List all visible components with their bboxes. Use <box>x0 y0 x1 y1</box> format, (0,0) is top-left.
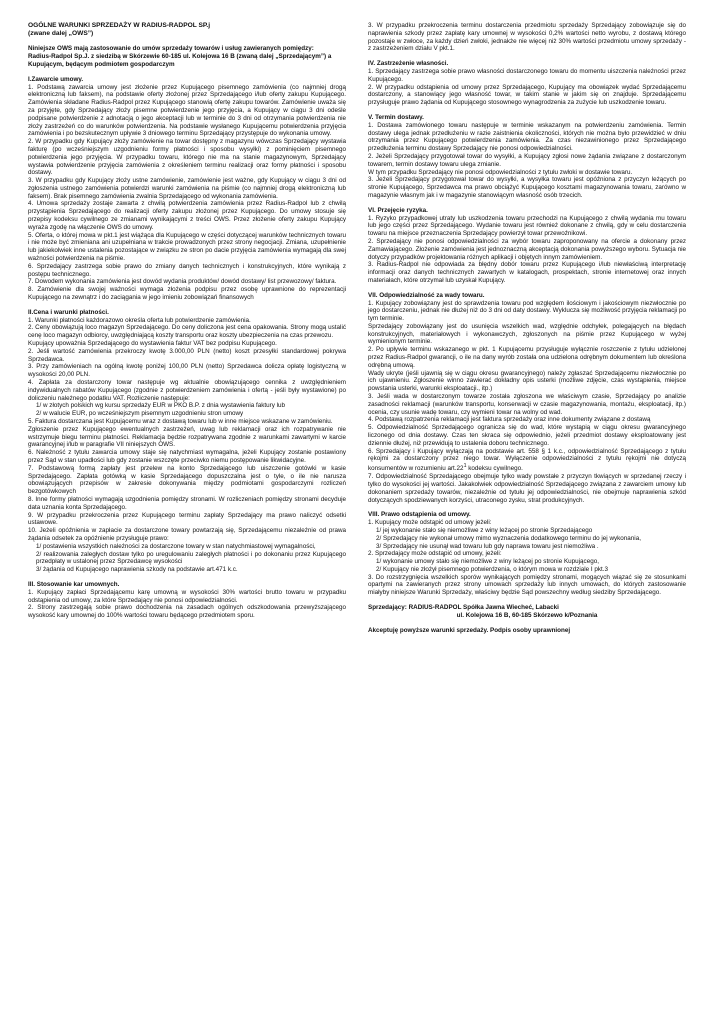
paragraph: 5. Faktura dostarczana jest Kupującemu wraz z dostawą towaru lub w inne miejsce wskazane w zamówieniu. <box>28 418 333 425</box>
paragraph: Sprzedający zobowiązany jest do usunięcia wszelkich wad, względnie odchyłek, polegających na błędach konstrukcyjnych, materiałowych i wykonawczych, zgłoszonych na piśmie przez Kupującego w wyżej wymienionym terminie. <box>368 322 686 346</box>
paragraph: 8. Zamówienie dla swojej ważności wymaga złożenia podpisu przez osobę uprawnione do reprezentacji Kupującego na zewnątrz i do zaciągania w jego imieniu zobowiązań finansowych <box>28 286 346 302</box>
paragraph: 2. W przypadku gdy Kupujący złoży zamówienie na towar dostępny z magazynu wówczas Sprzedający wystawia fakturę (po wcześniejszym uzgodnieniu formy płatności i sposobu wysyłki) z pominięciem pisemnego potwierdzenia jego przyjęcia. W przypadku towaru, którego nie ma na stanie magazynowym, Sprzedający wystawia potwierdzenie przyjęcia zamówienia z określeniem terminu realizacji oraz formy płatności i sposobu dostawy. <box>28 138 346 177</box>
paragraph: 4. Zapłata za dostarczony towar następuje wg aktualnie obowiązującego cennika z uwzględnieniem indywidualnych rabatów Kupującego (zgodnie z potwierdzeniem zamówienia i ofertą - jeśli były wystawione) po doliczeniu należnego podatku VAT. Rozliczenie następuje: <box>28 379 346 402</box>
section-title-3: III. Stosowanie kar umownych. <box>28 580 120 588</box>
paragraph: 1. Sprzedający zastrzega sobie prawo własności dostarczonego towaru do momentu uiszczenia należności przez Kupującego. <box>368 67 686 83</box>
superscript: 1 <box>463 463 467 470</box>
intro-parties: Radius-Radpol Sp.J. z siedzibą w Skórzewie 60-185 ul. Kolejowa 16 B (zwaną dalej „Sprzedającym”) a Kupującym, będącym podmiotem gospodarczym <box>28 53 332 68</box>
paragraph: 2. Jeśli wartość zamówienia przekroczy kwotę 3.000,00 PLN (netto) koszt przesyłki standardowej pokrywa Sprzedawca. <box>28 347 346 363</box>
list-item: 1/ wykonanie umowy stało się niemożliwe z winy leżącej po stronie Kupującego, <box>376 558 599 566</box>
document-subtitle: (zwane dalej „OWS”) <box>28 30 94 38</box>
paragraph: 6. Należność z tytułu zawarcia umowy staje się natychmiast wymagalna, jeżeli Kupujący zostanie postawiony przez Sąd w stan upadłości lub gdy zostanie wszczęte przeciwko niemu postępowanie likwidacyjne. <box>28 449 346 464</box>
section-title-6: VI. Przejęcie ryzyka. <box>368 206 428 214</box>
paragraph: 3. Jeżeli Sprzedający przygotował towar do wysyłki, a wysyłka towaru jest opóźniona z przyczyn leżących po stronie Kupującego, Sprzedawca ma prawo obciążyć Kupującego kosztami magazynowania towaru, zarówno w magazynie własnym jak i w magazynie stanowiącym własność osób trzecich. <box>368 176 686 199</box>
section-title-1: I.Zawarcie umowy. <box>28 75 84 83</box>
paragraph: 4. Umowa sprzedaży zostaje zawarta z chwilą potwierdzenia zamówienia przez Radius-Radpol lub z chwilą przystąpienia Sprzedającego do realizacji oferty zakupu złożonej przez Kupującego. Do umowy stosuje się przepisy kodeksu cywilnego ze zmianami wynikającymi z treści OWS. Przez złożenie oferty zakupu Kupujący wyraża zgodę na włączenie OWS do umowy. <box>28 200 346 231</box>
paragraph: 2. Strony zastrzegają sobie prawo dochodzenia na zasadach ogólnych odszkodowania przewyższającego wysokość kary umownej do 100% wartości towaru będącego przedmiotem sporu. <box>28 604 346 620</box>
intro-text: Niniejsze OWS mają zastosowanie do umów sprzedaży towarów i usług zawieranych pomiędzy: <box>28 45 314 53</box>
paragraph: 2. Jeżeli Sprzedający przygotował towar do wysyłki, a Kupujący zgłosi nowe żądania związane z dostarczonym towarem, termin dostawy towaru ulega zmianie. <box>368 152 686 168</box>
section-title-7: VII. Odpowiedzialność za wady towaru. <box>368 291 485 299</box>
paragraph: Zgłoszenie przez Kupującego ewentualnych zastrzeżeń, uwag lub reklamacji oraz ich rozpatrywanie nie wstrzymuje biegu terminu płatności. Reklamacja będzie rozpatrywana zgodnie z warunkami zawartymi w karcie gwarancyjnej i/lub w paragrafie VII niniejszych OWS. <box>28 425 346 449</box>
paragraph: 7. Odpowiedzialność Sprzedającego obejmuje tylko wady powstałe z przyczyn tkwiących w sprzedanej rzeczy i tylko do wysokości jej wartości. Jakakolwiek odpowiedzialność Sprzedającego związana z zawarciem umowy lub dokonaniem sprzedaży towarów, niezależnie od tytułu jej odpowiedzialności, nie obejmuje naprawienia szkód dotyczących spodziewanych korzyści, utraconego zysku, strat produkcyjnych. <box>368 473 686 504</box>
paragraph: Wady ukryte (jeśli ujawnią się w ciągu okresu gwarancyjnego) należy zgłaszać Sprzedającemu niezwłocznie po ich ujawnieniu. Zgłoszenie winno zawierać dokładny opis usterki (możliwe zdjęcie, czas wystąpienia, miejsce powstania usterki, warunki eksploatacji., itp.) <box>368 369 686 393</box>
paragraph: 10. Jeżeli opóźnienia w zapłacie za dostarczone towary powtarzają się, Sprzedającemu niezależnie od prawa żądania odsetek za opóźnienie przysługuje prawo: <box>28 527 346 542</box>
paragraph: 2. Po upływie terminu wskazanego w pkt. 1 Kupującemu przysługuje wyłącznie roszczenie z tytułu udzielonej przez Radius-Radpol gwarancji, o ile na dany wyrób została ona udzielona odrębnym dokumentem lub określona odrębną umową. <box>368 346 686 369</box>
paragraph: 2. W przypadku odstąpienia od umowy przez Sprzedającego, Kupujący ma obowiązek wydać Sprzedającemu dostarczony, a stanowiący jego własność towar, w takim stanie w jakim się on znajduje. Sprzedającemu przysługuje prawo żądania od Kupującego stosownego wynagrodzenia za zużycie lub uszkodzenie towaru. <box>368 83 686 107</box>
paragraph: 7. Podstawową formą zapłaty jest przelew na konto Sprzedającego lub uiszczenie gotówki w kasie Sprzedającego. Zapłata gotówką w kasie Sprzedającego dopuszczalna jest o tyle, o ile nie narusza obowiązujących przepisów w zakresie dokonywania między podmiotami gospodarczymi rozliczeń bezgotówkowych <box>28 464 346 496</box>
paragraph: 1. Dostawa zamówionego towaru następuje w terminie wskazanym na potwierdzeniu zamówienia. Termin dostawy ulega jednak przedłużeniu w razie zaistnienia okoliczności, których nie można było przewidzieć w dniu otrzymania przez Kupującego potwierdzenia zamówienia. Za czas niezawinionego przez Sprzedającego przedłużenia terminu dostawy Sprzedający nie ponosi odpowiedzialności. <box>368 121 686 153</box>
document-title: OGÓLNE WARUNKI SPRZEDAŻY W RADIUS-RADPOL SP.j <box>28 22 211 29</box>
acceptance-signature-line: Akceptuję powyższe warunki sprzedaży. Podpis osoby uprawnionej <box>368 626 571 634</box>
section-title-4: IV. Zastrzeżenie własności. <box>368 60 449 68</box>
paragraph: 8. Inne formy płatności wymagają uzgodnienia pomiędzy stronami. W rozliczeniach pomiędzy stronami decyduje data uznania konta Sprzedającego. <box>28 495 346 511</box>
paragraph: 3. W przypadku przekroczenia terminu dostarczenia przedmiotu sprzedaży Sprzedający zobowiązuje się do naprawienia szkody przez zapłatę kary umownej w wysokości 0,2% wartości netto wyrobu, z dostawą którego pozostaje w zwłoce, za każdy dzień zwłoki, jednakże nie więcej niż 30% wartości przedmiotu umowy sprzedaży - z zastrzeżeniem działu V pkt.1. <box>368 22 686 53</box>
paragraph: 1. Kupujący może odstąpić od umowy jeżeli: <box>368 519 492 527</box>
paragraph: 9. W przypadku przekroczenia przez Kupującego terminu zapłaty Sprzedający ma prawo naliczyć odsetki ustawowe. <box>28 511 346 527</box>
paragraph: 2. Sprzedający może odstąpić od umowy, jeżeli: <box>368 550 502 558</box>
paragraph: 1. Ryzyko przypadkowej utraty lub uszkodzenia towaru przechodzi na Kupującego z chwilą wydania mu towaru lub jego części przez Sprzedającego. Wydanie towaru jest również dokonane z chwilą, gdy w celu dostarczenia towaru na miejsce przeznaczenia Sprzedający powierzył towar przewoźnikowi. <box>368 214 686 238</box>
paragraph: 3. Do rozstrzygnięcia wszelkich sporów wynikających pomiędzy stronami, mogących wiązać się ze stosunkami opartymi na zawieranych przez strony umowach sprzedaży lub innych umowach, do których zastosowanie miałyby niniejsze Warunki Sprzedaży, właściwy będzie Sąd powszechny według siedziby Sprzedającego. <box>368 573 686 597</box>
left-column <box>28 22 346 620</box>
seller-info: Sprzedający: RADIUS-RADPOL Spółka Jawna Wiecheć, Labacki <box>368 604 559 612</box>
section-title-8: VIII. Prawo odstąpienia od umowy. <box>368 511 471 519</box>
list-item: 2/ Sprzedający nie wykonał umowy mimo wyznaczenia dodatkowego terminu do jej wykonania, <box>376 534 641 542</box>
paragraph: 7. Dowodem wykonania zamówienia jest dowód wydania produktów/ dowód dostawy/ list przewozowy/ faktura. <box>28 278 337 286</box>
list-item: 2/ Kupujący nie złożył pisemnego potwierdzenia, o którym mowa w rozdziale I pkt.3 <box>376 565 609 573</box>
paragraph: 3. Przy zamówieniach na ogólną kwotę poniżej 100,00 PLN (netto) Sprzedawca dolicza opłatę logistyczną w wysokości 20,00 PLN. <box>28 363 346 379</box>
paragraph: 5. Oferta, o której mowa w pkt.1 jest wiążąca dla Kupującego w części dotyczącej warunków technicznych towaru i nie może być zmieniana ani uzupełniana w trakcie prowadzonych przez strony negocjacji. Zmiana, uzupełnienie lub jakiekolwiek inne ustalenia pozostające w związku ze stron po dacie przyjęcia zamówienia wymagają dla swej ważności potwierdzenia na piśmie. <box>28 231 346 263</box>
paragraph: W tym przypadku Sprzedający nie ponosi odpowiedzialności z tytułu zwłoki w dostawie towaru. <box>368 168 633 176</box>
paragraph: 2. Sprzedający nie ponosi odpowiedzialności za wybór towaru zaproponowany na ofercie a dokonany przez Zamawiającego. Złożenie zamówienia jest jednoznaczną akceptacją dokonania powyższego wyboru. Sytuacja nie dotyczy przypadków projektowania różnych aplikacji i objętych innym zamówieniem. <box>368 237 686 261</box>
paragraph: 1. Kupujący zobowiązany jest do sprawdzenia towaru pod względem ilościowym i jakościowym niezwłocznie po jego dostarczeniu, jednak nie dłużej niż do 3 dni od daty dostawy. Wyklucza się możliwość przyjęcia reklamacji po tym terminie. <box>368 299 686 323</box>
list-item: 1/ w złotych polskich wg kursu sprzedaży EUR w PKO B.P. z dnia wystawienia faktury lub <box>36 402 286 410</box>
seller-address: ul. Kolejowa 16 B, 60-185 Skórzewo k/Poznania <box>456 611 598 619</box>
list-item: 1/ postawienia wszystkich należności za dostarczone towary w stan natychmiastowej wymagalności, <box>36 542 316 550</box>
paragraph-rekojmia <box>368 448 686 473</box>
section-title-5: V. Termin dostawy. <box>368 113 424 121</box>
paragraph: 1. Kupujący zapłaci Sprzedającemu karę umowną w wysokości 30% wartości brutto towaru w przypadku odstąpienia od umowy, za które Sprzedający nie ponosi odpowiedzialności. <box>28 588 346 604</box>
paragraph: 4. Podstawą rozpatrzenia reklamacji jest faktura sprzedaży oraz inne dokumenty związane z dostawą <box>368 416 651 424</box>
paragraph-text-end: kodeksu cywilnego. <box>466 465 523 473</box>
list-item: 2/ realizowania zaległych dostaw tylko po uregulowaniu zaległych płatności i po dokonaniu przez Kupującego przedpłaty w ustalonej przez Sprzedawcę wysokości <box>36 550 346 566</box>
list-item: 1/ jej wykonanie stało się niemożliwe z winy leżącej po stronie Sprzedającego <box>376 526 593 534</box>
paragraph: 2. Ceny obowiązują loco magazyn Sprzedającego. Do ceny doliczona jest cena opakowania. Strony mogą ustalić cenę loco magazyn odbiorcy, uwzględniającą koszty transportu oraz koszty ubezpieczenia na czas przewozu. <box>28 324 346 340</box>
right-column <box>368 22 686 634</box>
list-item: 3/ Sprzedający nie usunął wad towaru lub gdy naprawa towaru jest niemożliwa . <box>376 542 599 550</box>
paragraph: 1. Podstawą zawarcia umowy jest złożenie przez Kupującego pisemnego zamówienia (co najmniej drogą elektroniczną lub faksem), na podstawie oferty złożonej przez Sprzedającego i/lub oferty zakupu Kupującego. Zamówienia składane Radius-Radpol przez Kupującego stanowią ofertę zakupu towarów. Zamówienie uważa się za przyjęte, gdy Sprzedający złoży pisemne potwierdzenie jego przyjęcia, a Kupujący w ciągu 3 dni odeśle podpisane potwierdzenie z adnotacją o jego akceptacji lub w terminie do 3 dni od otrzymania potwierdzenia nie złoży zastrzeżeń co do warunków potwierdzenia. Na podstawie wysłanego Kupującemu potwierdzenia przyjęcia zamówienia i po bezskutecznym upływie 3 dniowego terminu Sprzedający przystępuje do wykonania umowy. <box>28 83 346 138</box>
paragraph-text: 6. Sprzedający i Kupujący wyłączają na podstawie art. 558 § 1 k.c., odpowiedzialność Sprzedającego z tytułu rękojmi za dostarczony przez niego towar. Wyłączenie odpowiedzialności z tytułu rękojmi nie dotyczą konsumentów w rozumieniu art.22 <box>368 447 686 473</box>
paragraph: 5. Odpowiedzialność Sprzedającego ogranicza się do wad, które wystąpią w ciągu okresu gwarancyjnego liczonego od dnia dostawy. Czas ten skraca się odpowiednio, jeżeli przedmiot dostawy eksploatowany jest dziennie dłużej, niż przewidują to ustalenia doboru technicznego. <box>368 424 686 447</box>
section-title-2: II.Cena i warunki płatności. <box>28 308 109 316</box>
list-item: 2/ w walucie EUR, po wcześniejszym pisemnym uzgodnieniu stron umowy <box>36 410 244 418</box>
paragraph: 3. Radius-Radpol nie odpowiada za błędny dobór towaru przez Kupującego i/lub niewłaściwą interpretację informacji oraz danych technicznych zawartych w katalogach, prospektach, stronie internetowej oraz innych materiałach, które otrzymał lub uzyskał Kupujący. <box>368 261 686 284</box>
list-item: 3/ żądania od Kupującego naprawienia szkody na podstawie art.471 k.c. <box>36 566 238 574</box>
paragraph: 6. Sprzedający zastrzega sobie prawo do zmiany danych technicznych i konstrukcyjnych, które wynikają z postępu technicznego. <box>28 262 346 278</box>
paragraph: Kupujący upoważnia Sprzedającego do wystawienia faktur VAT bez podpisu Kupującego. <box>28 340 277 348</box>
paragraph: 1. Warunki płatności każdorazowo określa oferta lub potwierdzenie zamówienia. <box>28 316 251 324</box>
paragraph: 3. Jeśli wada w dostarczonym towarze została zgłoszona we właściwym czasie, Sprzedający po analizie zasadności reklamacji (warunków transportu, konserwacji w czasie magazynowania, montażu, eksploatacji, itp.) ocenia, czy usunie wadę towaru, czy wymieni towar na wolny od wad. <box>368 393 686 416</box>
paragraph: 3. W przypadku gdy Kupujący złoży ustne zamówienie, zamówienie jest ważne, gdy Kupujący w ciągu 3 dni od zgłoszenia ustnego zamówienia potwierdzi warunki zamówienia na piśmie (co najmniej drogą elektroniczną lub faksem). Brak pisemnego zamówienia zwalnia Sprzedającego od wykonania zamówienia. <box>28 177 346 200</box>
